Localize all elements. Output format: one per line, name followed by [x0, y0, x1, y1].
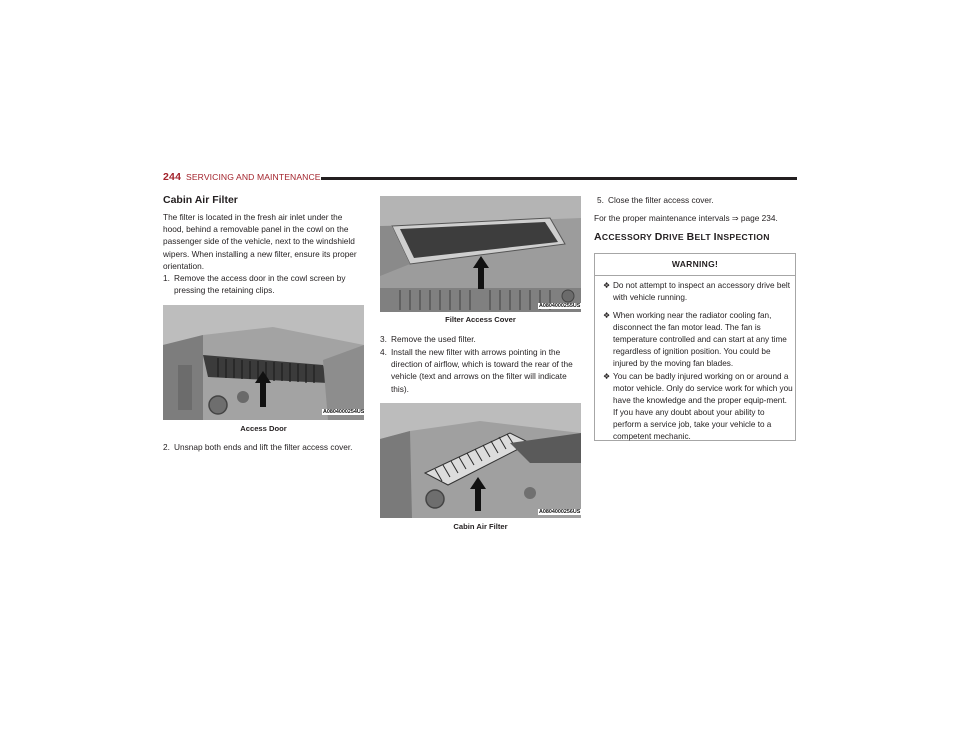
figure-3-caption: Cabin Air Filter [453, 522, 508, 531]
step-2 [163, 441, 365, 453]
filter-access-cover-figure [380, 196, 581, 312]
figure-1-caption: Access Door [240, 424, 287, 433]
bullet-icon: ❖ [603, 372, 611, 381]
header-rule [321, 177, 797, 180]
page-reference-link[interactable]: page 234. [740, 213, 778, 223]
step-3-number: 3. [380, 334, 387, 344]
step-3-text: Remove the used filter. [391, 334, 476, 344]
page-reference-icon: ⇒ [731, 214, 739, 223]
cabin-air-filter-heading: Cabin Air Filter [163, 194, 238, 206]
warning-item [603, 280, 793, 304]
step-5 [597, 194, 797, 206]
figure-2-code: A0804000255US [539, 303, 581, 309]
warning-item [603, 371, 793, 443]
heading-part-5: B [686, 231, 695, 243]
intro-paragraph: The filter is located in the fresh air inlet under the hood, behind a removable panel in the cowl on the passenger side of the vehicle, next to the windshield wipers. When installing a new filter, ensure its proper orientation. [163, 212, 357, 271]
bullet-icon: ❖ [603, 281, 611, 290]
figure-1-code: A0804000254US [323, 409, 364, 415]
heading-part-2: CCESSORY [601, 232, 655, 242]
page-header [163, 171, 797, 185]
step-5-text: Close the filter access cover. [608, 195, 714, 205]
warning-box [594, 253, 796, 441]
page-number: 244 [163, 171, 182, 183]
maintenance-text: For the proper maintenance intervals [594, 213, 730, 223]
section-title: SERVICING AND MAINTENANCE [186, 171, 321, 182]
access-door-figure [163, 305, 364, 420]
step-2-text: Unsnap both ends and lift the filter access cover. [174, 442, 353, 452]
heading-part-1: A [594, 231, 602, 243]
step-3 [380, 333, 580, 345]
cabin-air-filter-figure [380, 403, 581, 518]
heading-part-3: D [654, 231, 663, 243]
step-1-text: Remove the access door in the cowl screen by pressing the retaining clips. [174, 273, 346, 296]
figure-3-code: A0804000256US [539, 509, 581, 515]
heading-part-8: NSPECTION [716, 232, 770, 242]
warning-heading: WARNING! [595, 254, 795, 276]
accessory-drive-belt-heading [594, 231, 770, 243]
access-door-illustration [163, 305, 364, 420]
step-1-number: 1. [163, 273, 170, 283]
maintenance-interval-text [594, 212, 799, 225]
step-4-text: Install the new filter with arrows pointing in the direction of airflow, which is toward the rear of the vehicle (text and arrows on the filter will indicate this). [391, 347, 573, 394]
filter-access-cover-illustration [380, 196, 581, 312]
bullet-icon: ❖ [603, 311, 611, 320]
step-1 [163, 272, 365, 296]
warning-item-text: You can be badly injured working on or around a motor vehicle. Only do service work for which you have the knowledge and the proper equip-ment. If you have any doubt about your ability to perform a service job, take your vehicle to a competent mechanic. [613, 372, 793, 441]
cabin-air-filter-illustration [380, 403, 581, 518]
step-2-number: 2. [163, 442, 170, 452]
warning-item-text: Do not attempt to inspect an accessory drive belt with vehicle running. [613, 281, 791, 302]
step-5-number: 5. [597, 195, 604, 205]
step-4-number: 4. [380, 347, 387, 357]
warning-item [603, 310, 793, 370]
figure-2-caption: Filter Access Cover [445, 315, 516, 324]
heading-part-6: ELT [694, 232, 714, 242]
heading-part-7: I [713, 231, 717, 243]
heading-part-4: RIVE [662, 232, 687, 242]
warning-item-text: When working near the radiator cooling fan, disconnect the fan motor lead. The fan is temperature controlled and can start at any time regardless of ignition position. You could be injured by the moving fan blades. [613, 311, 787, 368]
step-4 [380, 346, 580, 395]
